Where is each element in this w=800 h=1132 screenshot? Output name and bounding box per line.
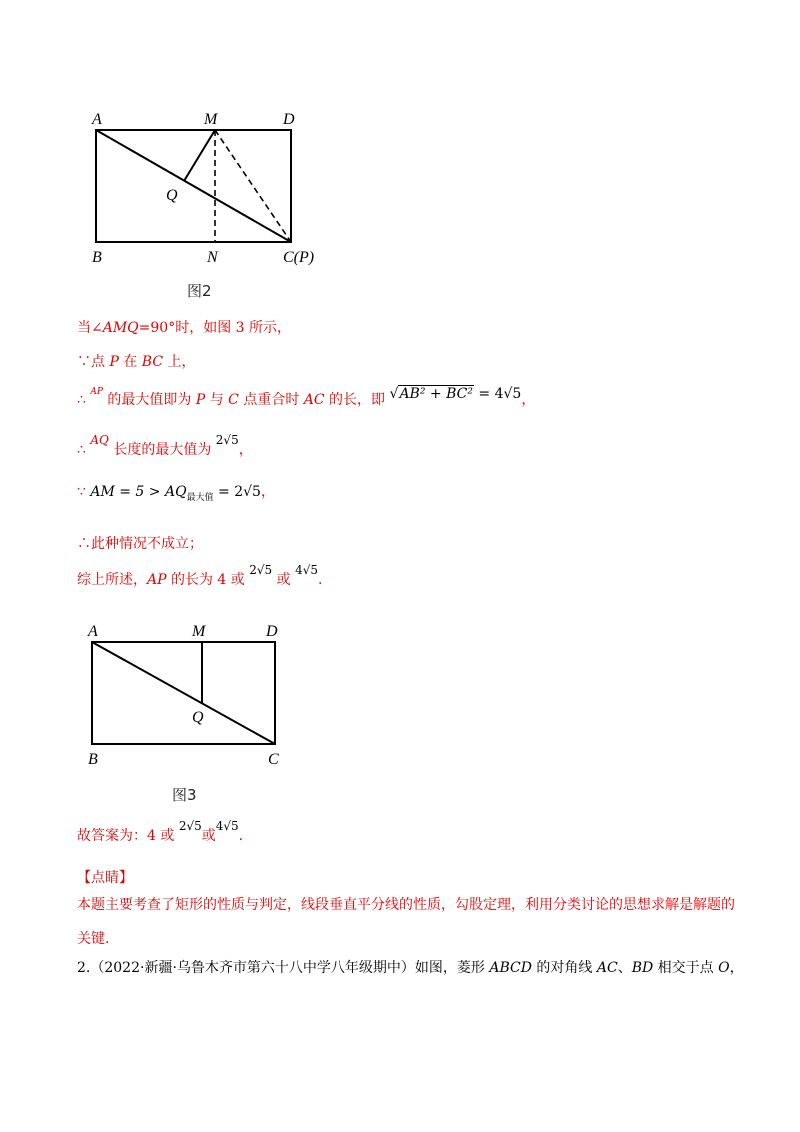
line-not-valid: ∴此种情况不成立； [77,536,203,552]
label-q: Q [166,187,178,204]
label-c: C [268,751,279,768]
line-angle-case: 当∠AMQ=90°时，如图 3 所示， [77,320,292,336]
label-a: A [92,111,102,128]
line-p-on-bc: ∵点 P 在 BC 上， [77,354,196,370]
line-aq-max: ∴ AQ 长度的最大值为 2√5， [77,433,253,458]
label-m: M [204,111,218,128]
dianjing-heading: 【点睛】 [77,870,133,886]
summary-paragraph: 本题主要考查了矩形的性质与判定，线段垂直平分线的性质，勾股定理，利用分类讨论的思想求解是解题的关键. [77,897,735,947]
figure-2 [80,104,330,274]
label-d: D [266,623,278,640]
line-answer: 故答案为：4 或 2√5或4√5. [77,819,244,844]
label-b: B [92,249,102,266]
figure-3-caption: 图3 [172,786,197,804]
diagonal-ac [92,642,275,744]
line-ap-max: ∴ $^{AP}$ 的最大值即为 P 与 C 点重合时 AC 的长，即 √AB² + BC² = 4√5， [77,386,536,408]
label-d: D [283,111,295,128]
label-b: B [88,751,98,768]
formula-ap: √AB² + BC² = 4√5 [389,386,522,402]
label-q: Q [192,709,204,726]
figure-2-diagram [80,104,330,274]
line-am-compare: ∵ AM = $5 > AQ_{最大值} = 2√5$， [77,484,275,503]
line-conclusion: 综上所述，AP 的长为 4 或 2√5 或 4√5. [77,563,323,588]
segment-mq [184,130,215,181]
question-2: 2.（2022·新疆·乌鲁木齐市第六十八中学八年级期中）如图，菱形 ABCD 的对角线 AC、BD 相交于点 O， [77,960,744,976]
label-cp: C(P) [283,249,315,266]
figure-3 [80,618,290,778]
figure-2-caption: 图2 [187,282,212,300]
label-m: M [192,623,206,640]
label-n: N [207,249,218,266]
label-a: A [88,623,98,640]
diagonal-ac [96,130,291,242]
figure-3-diagram [80,618,290,778]
segment-mc-dashed [215,130,291,242]
